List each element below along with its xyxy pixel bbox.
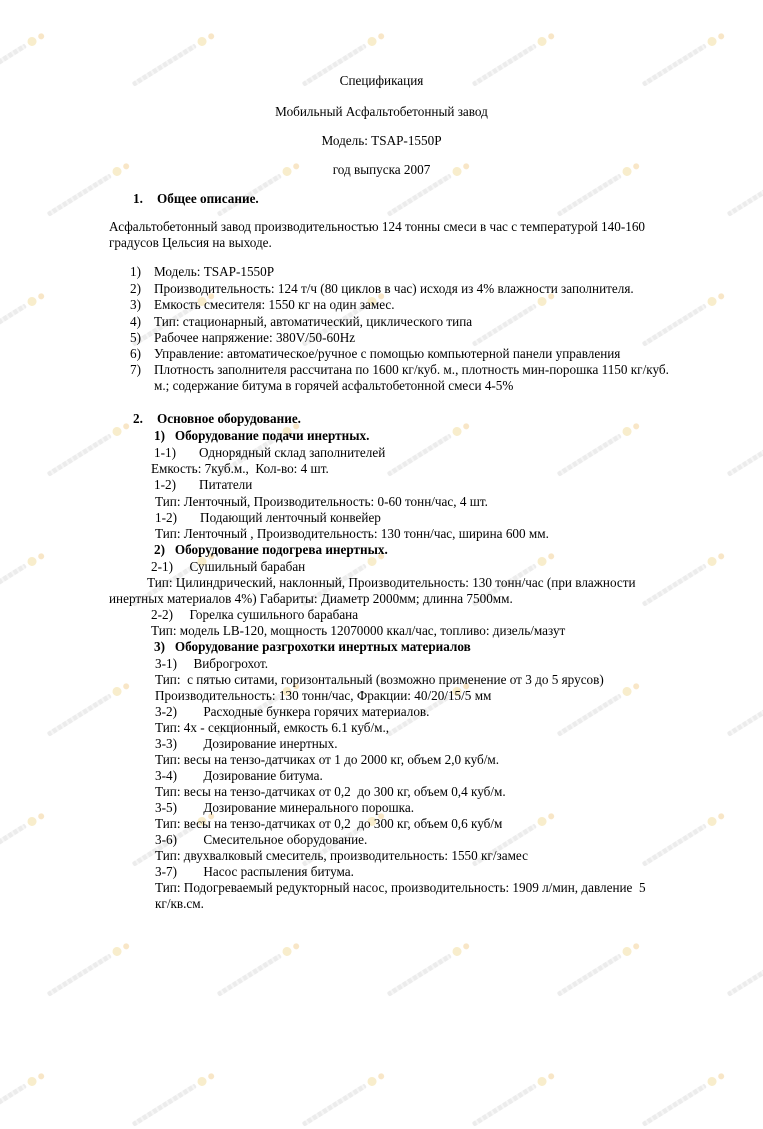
list-item-text: Модель: TSAP-1550P [154,264,275,279]
section-2-number: 2. [133,411,143,426]
doc-subtitle: Мобильный Асфальтобетонный завод [275,104,488,119]
equipment-detail: Тип: Ленточный, Производительность: 0-60 тонн/час, 4 шт. [155,494,488,509]
list-item-number: 4) [130,314,141,329]
watermark-mark [725,680,763,740]
watermark-mark [0,550,46,610]
list-item-number: 5) [130,330,141,345]
equipment-detail: Тип: весы на тензо-датчиках от 0,2 до 300 кг, объем 0,4 куб/м. [155,784,506,799]
watermark-mark [300,1070,386,1129]
list-item-text: Производительность: 124 т/ч (80 циклов в час) исходя из 4% влажности заполнителя. [154,281,634,296]
equipment-item: 3-3) Дозирование инертных. [155,736,338,751]
subsection-2-title: 2) Оборудование подогрева инертных. [154,542,388,557]
equipment-item: 2-2) Горелка сушильного барабана [151,607,359,622]
watermark-mark [640,810,726,870]
watermark-mark [470,290,556,350]
equipment-detail: Тип: двухвалковый смеситель, производительность: 1550 кг/замес [155,848,528,863]
watermark-mark [555,940,641,1000]
watermark-mark [0,290,46,350]
watermark-mark [385,940,471,1000]
watermark-mark [470,1070,556,1129]
list-item-text: Емкость смесителя: 1550 кг на один замес. [154,297,395,312]
section-1-number: 1. [133,191,143,206]
watermark-mark [0,810,46,870]
list-item-number: 3) [130,297,141,312]
equipment-item: 3-1) Виброгрохот. [155,656,269,671]
list-item-text: Тип: стационарный, автоматический, циклического типа [154,314,473,329]
equipment-item: 3-5) Дозирование минерального порошка. [155,800,415,815]
subsection-3-title: 3) Оборудование разгрохотки инертных материалов [154,639,471,654]
watermark-mark [725,420,763,480]
equipment-item: 3-6) Смесительное оборудование. [155,832,368,847]
doc-model: Модель: TSAP-1550P [321,133,442,148]
equipment-item: 1-2) Питатели [154,477,253,492]
list-item-text: Плотность заполнителя рассчитана по 1600 кг/куб. м., плотность мин-порошка 1150 кг/куб. [154,362,669,377]
watermark-mark [555,420,641,480]
watermark-mark [725,940,763,1000]
list-item-text: Рабочее напряжение: 380V/50-60Hz [154,330,356,345]
section-1-intro-line-1: Асфальтобетонный завод производительностью 124 тонны смеси в час с температурой 140-160 [109,219,646,234]
subsection-1-title: 1) Оборудование подачи инертных. [154,428,370,443]
section-2-title: Основное оборудование. [157,411,301,426]
equipment-item: 1-2) Подающий ленточный конвейер [155,510,381,525]
equipment-detail: инертных материалов 4%) Габариты: Диаметр 2000мм; длинна 7500мм. [109,591,513,606]
equipment-detail: Емкость: 7куб.м., Кол-во: 4 шт. [151,461,329,476]
section-1-title: Общее описание. [157,191,259,206]
section-1-intro-line-2: градусов Цельсия на выходе. [109,235,272,250]
equipment-item: 3-2) Расходные бункера горячих материалов. [155,704,430,719]
equipment-detail: Тип: с пятью ситами, горизонтальный (возможно применение от 3 до 5 ярусов) [155,672,604,687]
watermark-mark [45,680,131,740]
watermark-mark [640,1070,726,1129]
equipment-detail: Тип: модель LB-120, мощность 12070000 ккал/час, топливо: дизель/мазут [151,623,566,638]
list-item-continuation: м.; содержание битума в горячей асфальтобетонной смеси 4-5% [154,378,514,393]
equipment-detail: Тип: весы на тензо-датчиках от 0,2 до 300 кг, объем 0,6 куб/м [155,816,503,831]
watermark-mark [0,1070,46,1129]
doc-year: год выпуска 2007 [332,162,431,177]
list-item-number: 2) [130,281,141,296]
list-item-number: 7) [130,362,141,377]
watermark-mark [45,940,131,1000]
equipment-detail: Производительность: 130 тонн/час, Фракции: 40/20/15/5 мм [155,688,492,703]
equipment-detail: Тип: Подогреваемый редукторный насос, производительность: 1909 л/мин, давление 5 [155,880,646,895]
list-item-number: 6) [130,346,141,361]
equipment-detail: Тип: Ленточный , Производительность: 130 тонн/час, ширина 600 мм. [155,526,549,541]
list-item-number: 1) [130,264,141,279]
watermark-mark [555,680,641,740]
watermark-mark [385,420,471,480]
watermark-mark [45,420,131,480]
watermark-mark [640,290,726,350]
watermark-mark [640,550,726,610]
equipment-detail: кг/кв.см. [155,896,204,911]
equipment-item: 1-1) Однорядный склад заполнителей [154,445,386,460]
equipment-item: 2-1) Сушильный барабан [151,559,306,574]
watermark-mark [130,1070,216,1129]
doc-title: Спецификация [339,73,424,88]
list-item-text: Управление: автоматическое/ручное с помощью компьютерной панели управления [154,346,621,361]
equipment-item: 3-7) Насос распыления битума. [155,864,354,879]
equipment-detail: Тип: 4х - секционный, емкость 6.1 куб/м., [155,720,390,735]
equipment-detail: Тип: весы на тензо-датчиках от 1 до 2000 кг, объем 2,0 куб/м. [155,752,500,767]
equipment-detail: Тип: Цилиндрический, наклонный, Производительность: 130 тонн/час (при влажности [147,575,636,590]
watermark-mark [215,940,301,1000]
equipment-item: 3-4) Дозирование битума. [155,768,323,783]
